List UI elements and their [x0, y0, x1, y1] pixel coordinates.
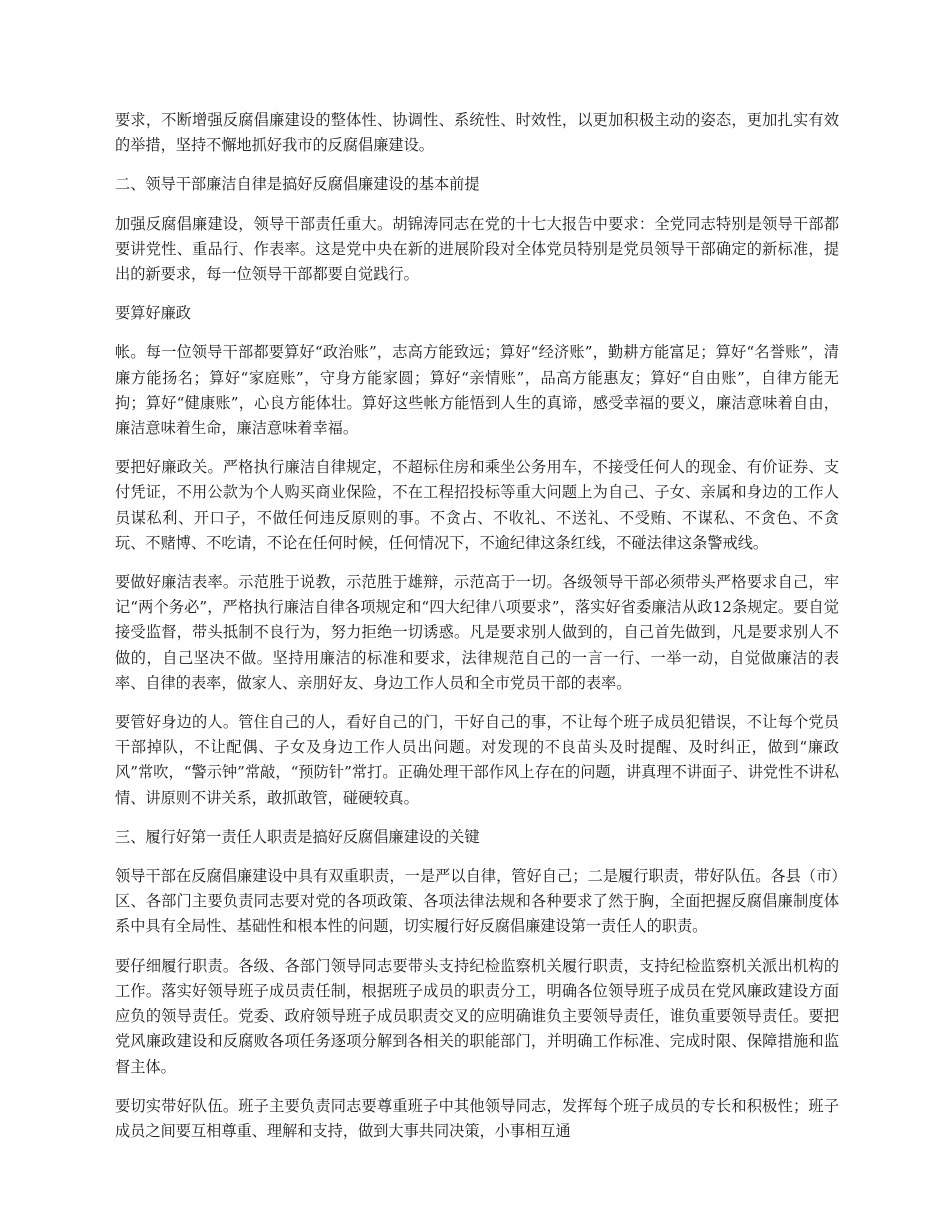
paragraph-continuation: 要求，不断增强反腐倡廉建设的整体性、协调性、系统性、时效性，以更加积极主动的姿态，更加扎实有效的举措，坚持不懈地抓好我市的反腐倡廉建设。	[115, 111, 839, 155]
section-heading-3: 三、履行好第一责任人职责是搞好反腐倡廉建设的关键	[115, 827, 480, 846]
section-heading-2: 二、领导干部廉洁自律是搞好反腐倡廉建设的基本前提	[115, 175, 480, 194]
paragraph: 加强反腐倡廉建设，领导干部责任重大。胡锦涛同志在党的十七大报告中要求：全党同志特别是领导干部都要讲党性、重品行、作表率。这是党中央在新的进展阶段对全体党员特别是党员领导干部确定的新标准，提出的新要求，每一位领导干部都要自觉践行。	[115, 214, 839, 284]
paragraph: 帐。每一位领导干部都要算好“政治账”，志高方能致远；算好“经济账”，勤耕方能富足；算好“名誉账”，清廉方能扬名；算好“家庭账”，守身方能家圆；算好“亲情账”，品高方能惠友；算好“自由账”，自律方能无拘；算好“健康账”，心良方能体壮。算好这些帐方能悟到人生的真谛，感受幸福的要义，廉洁意味着自由，廉洁意味着生命，廉洁意味着幸福。	[115, 343, 839, 438]
paragraph: 要管好身边的人。管住自己的人，看好自己的门，干好自己的事，不让每个班子成员犯错误，不让每个党员干部掉队，不让配偶、子女及身边工作人员出问题。对发现的不良苗头及时提醒、及时纠正，做到“廉政风”常吹，“警示钟”常敲，“预防针”常打。正确处理干部作风上存在的问题，讲真理不讲面子、讲党性不讲私情、讲原则不讲关系，敢抓敢管，碰硬较真。	[115, 713, 839, 807]
paragraph: 领导干部在反腐倡廉建设中具有双重职责，一是严以自律，管好自己；二是履行职责，带好队伍。各县（市）区、各部门主要负责同志要对党的各项政策、各项法律法规和各种要求了然于胸，全面把握反腐倡廉制度体系中具有全局性、基础性和根本性的问题，切实履行好反腐倡廉建设第一责任人的职责。	[115, 867, 839, 936]
paragraph: 要做好廉洁表率。示范胜于说教，示范胜于雄辩，示范高于一切。各级领导干部必须带头严格要求自己，牢记“两个务必”，严格执行廉洁自律各项规定和“四大纪律八项要求”，落实好省委廉洁从政12条规定。要自觉接受监督，带头抵制不良行为，努力拒绝一切诱惑。凡是要求别人做到的，自己首先做到，凡是要求别人不做的，自己坚决不做。坚持用廉洁的标准和要求，法律规范自己的一言一行、一举一动，自觉做廉洁的表率、自律的表率，做家人、亲朋好友、身边工作人员和全市党员干部的表率。	[115, 573, 839, 692]
document-page	[115, 108, 839, 1158]
paragraph: 要把好廉政关。严格执行廉洁自律规定，不超标住房和乘坐公务用车，不接受任何人的现金、有价证券、支付凭证，不用公款为个人购买商业保险，不在工程招投标等重大问题上为自己、子女、亲属和身边的工作人员谋私利、开口子，不做任何违反原则的事。不贪占、不收礼、不送礼、不受贿、不谋私、不贪色、不贪玩、不赌博、不吃请，不论在任何时候，任何情况下，不逾纪律这条红线，不碰法律这条警戒线。	[115, 458, 839, 552]
paragraph: 要切实带好队伍。班子主要负责同志要尊重班子中其他领导同志，发挥每个班子成员的专长和积极性；班子成员之间要互相尊重、理解和支持，做到大事共同决策，小事相互通	[115, 1096, 839, 1140]
paragraph: 要仔细履行职责。各级、各部门领导同志要带头支持纪检监察机关履行职责，支持纪检监察机关派出机构的工作。落实好领导班子成员责任制，根据班子成员的职责分工，明确各位领导班子成员在党风廉政建设方面应负的领导责任。党委、政府领导班子成员职责交叉的应明确谁负主要领导责任，谁负重要领导责任。要把党风廉政建设和反腐败各项任务逐项分解到各相关的职能部门，并明确工作标准、完成时限、保障措施和监督主体。	[115, 956, 839, 1076]
paragraph: 要算好廉政	[115, 304, 191, 323]
